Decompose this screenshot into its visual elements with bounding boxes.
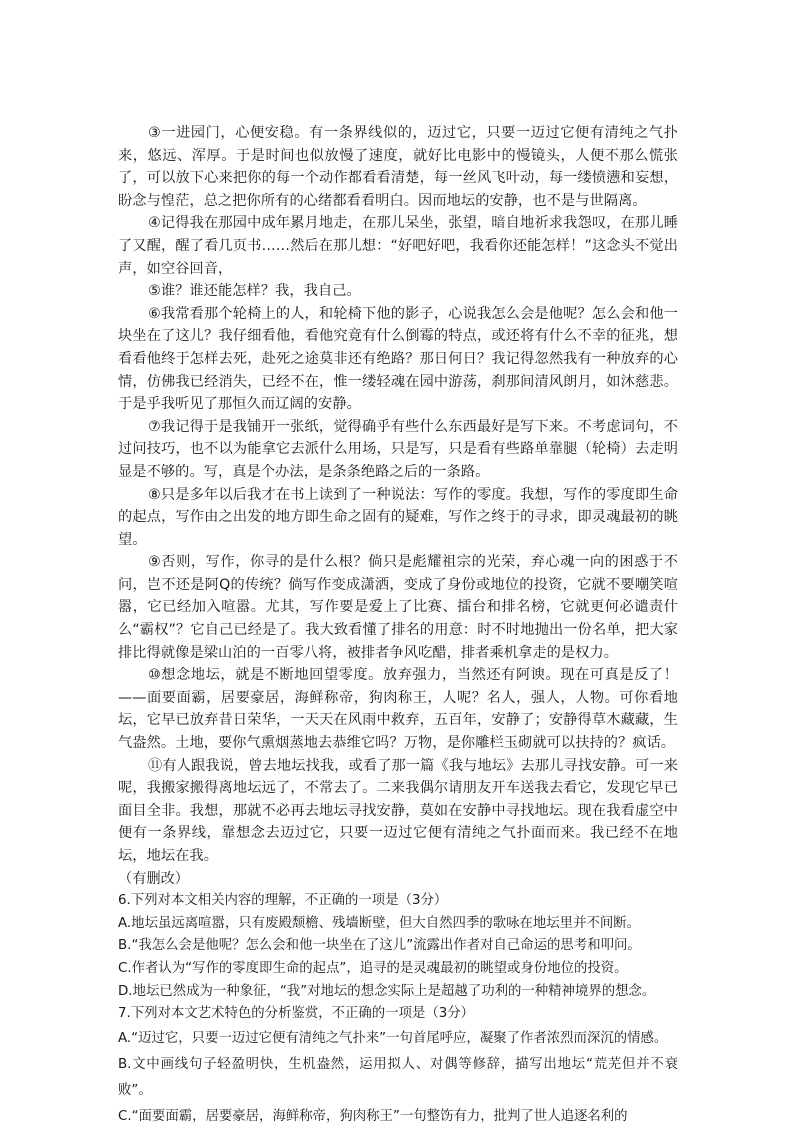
question-7-option-b: B.文中画线句子轻盈明快，生机盎然，运用拟人、对偶等修辞，描写出地坛“荒芜但并不衰败”。 [118, 1056, 678, 1098]
paragraph-9: ⑨否则，写作，你寻的是什么根？倘只是彪耀祖宗的光荣，弃心魂一向的困惑于不问，岂不还是阿Q的传统？倘写作变成潇洒，变成了身份或地位的投资，它就不要嘲笑喧嚣，它已经加入喧嚣。尤其，写作要是爱上了比赛、擂台和排名榜，它就更何必谴责什么“霸权”？它自己已经是了。我大致看懂了排名的用意：时不时地抛出一份名单，把大家排比得就像是梁山泊的一百零八将，被排者争风吃醋，排者乘机拿走的是权力。 [118, 554, 678, 661]
paragraph-10: ⑩想念地坛，就是不断地回望零度。放弃强力，当然还有阿谀。现在可真是反了！——面要面霸，居要豪居，海鲜称帝，狗肉称王，人呢？名人，强人，人物。可你看地坛，它早已放弃昔日荣华，一天天在风雨中救弃，五百年，安静了；安静得草木藏藏，生气盎然。土地，要你气熏烟蒸地去恭维它吗？万物，是你雕栏玉砌就可以扶持的？疯话。 [118, 667, 678, 752]
question-7-option-c: C.“面要面霸，居要豪居，海鲜称帝，狗肉称王”一句整饬有力，批判了世人追逐名利的 [118, 1108, 628, 1124]
paragraph-4: ④记得我在那园中成年累月地走，在那儿呆坐，张望，暗自地祈求我怨叹，在那儿睡了又醒，醒了看几页书……然后在那儿想：“好吧好吧，我看你还能怎样！”这念头不觉出声，如空谷回音， [118, 215, 678, 277]
abridged-note: （有删改） [118, 870, 189, 887]
question-6-option-d: D.地坛已然成为一种象征，“我”对地坛的想念实际上是超越了功利的一种精神境界的想念。 [118, 983, 656, 999]
paragraph-7: ⑦我记得于是我铺开一张纸，觉得确乎有些什么东西最好是写下来。不考虑词句，不过问技巧，也不以为能拿它去派什么用场，只是写，只是看有些路单靠腿（轮椅）去走明显是不够的。写，真是个办法，是条条绝路之后的一条路。 [118, 418, 678, 480]
question-6-stem: 6.下列对本文相关内容的理解，不正确的一项是（3分） [118, 893, 448, 909]
question-6-option-a: A.地坛虽远离喧嚣，只有废殿颓檐、残墙断壁，但大自然四季的歌咏在地坛里并不间断。 [118, 915, 641, 931]
paragraph-3: ③一进园门，心便安稳。有一条界线似的，迈过它，只要一迈过它便有清纯之气扑来，悠远、浑厚。于是时间也似放慢了速度，就好比电影中的慢镜头，人便不那么慌张了，可以放下心来把你的每一个动作都看看清楚，每一丝风飞叶动，每一缕愤懑和妄想，盼念与惶茫，总之把你所有的心绪都看看明白。因而地坛的安静，也不是与世隔离。 [118, 125, 678, 209]
paragraph-6: ⑥我常看那个轮椅上的人，和轮椅下他的影子，心说我怎么会是他呢？怎么会和他一块坐在了这儿？我仔细看他，看他究竟有什么倒霉的特点，或还将有什么不幸的征兆，想看看他终于怎样去死，赴死之途莫非还有绝路？那日何日？我记得忽然我有一种放弃的心情，仿佛我已经消失，已经不在，惟一缕轻魂在园中游荡，刹那间清风朗月，如沐慈悲。于是乎我听见了那恒久而辽阔的安静。 [118, 305, 678, 413]
paragraph-5: ⑤谁？谁还能怎样？我，我自己。 [148, 283, 361, 300]
question-7-option-a: A.“迈过它，只要一迈过它便有清纯之气扑来”一句首尾呼应，凝聚了作者浓烈而深沉的情感。 [118, 1030, 668, 1046]
question-6-option-b: B.“我怎么会是他呢？怎么会和他一块坐在了这儿”流露出作者对自己命运的思考和叩问。 [118, 938, 641, 954]
paragraph-11: ⑪有人跟我说，曾去地坛找我，或看了那一篇《我与地坛》去那儿寻找安静。可一来呢，我搬家搬得离地坛远了，不常去了。二来我偶尔请朋友开车送我去看它，发现它早已面目全非。我想，那就不必再去地坛寻找安静，莫如在安静中寻找地坛。现在我看虚空中便有一条界线，靠想念去迈过它，只要一迈过它便有清纯之气扑面而来。我已经不在地坛，地坛在我。 [118, 757, 678, 864]
paragraph-8: ⑧只是多年以后我才在书上读到了一种说法：写作的零度。我想，写作的零度即生命的起点，写作由之出发的地方即生命之固有的疑难，写作之终于的寻求，即灵魂最初的眺望。 [118, 486, 678, 548]
question-6-option-c: C.作者认为“写作的零度即生命的起点”，追寻的是灵魂最初的眺望或身份地位的投资。 [118, 960, 628, 976]
document-page [118, 122, 678, 1130]
question-7-stem: 7.下列对本文艺术特色的分析鉴赏，不正确的一项是（3分） [118, 1006, 475, 1022]
